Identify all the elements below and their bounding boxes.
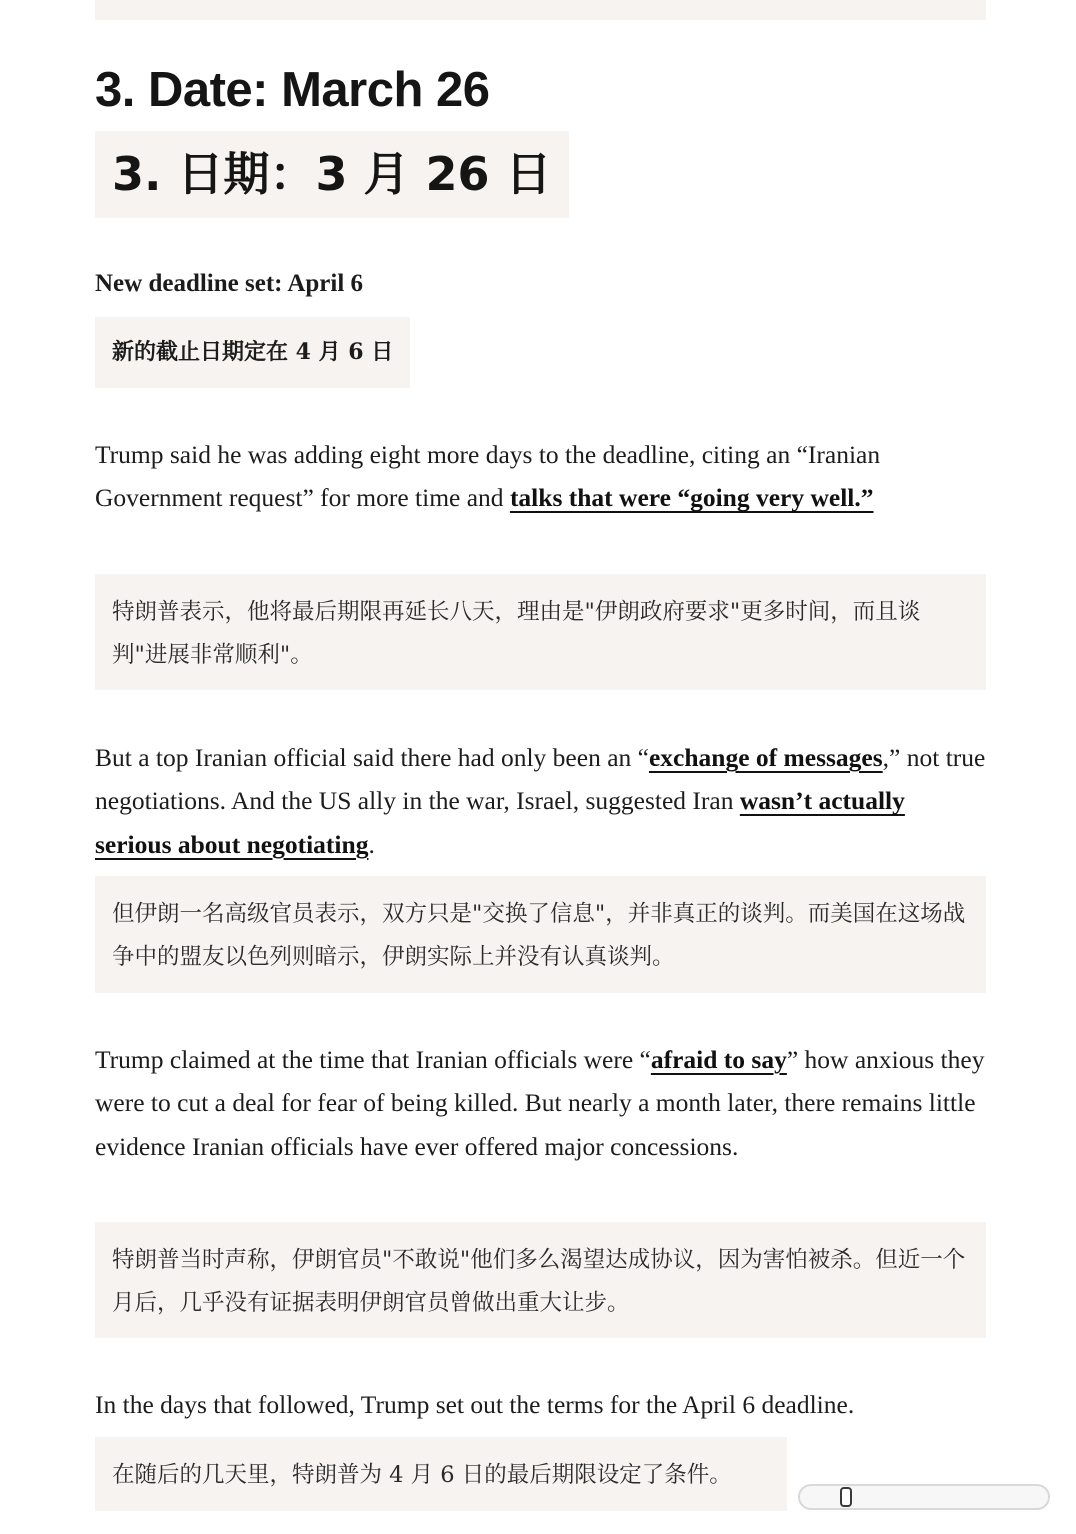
previous-translation-box-edge xyxy=(95,0,986,20)
paragraph-english-3 xyxy=(95,1038,986,1168)
translation-box-4 xyxy=(95,1437,787,1511)
scrollbar-handle[interactable] xyxy=(840,1487,852,1507)
section-heading-chinese: 3. 日期：3 月 26 日 xyxy=(95,131,569,218)
translation-text: 特朗普表示，他将最后期限再延长八天，理由是"伊朗政府要求"更多时间，而且谈判"进展非常顺利"。 xyxy=(112,599,921,668)
translation-box-3 xyxy=(95,1222,986,1338)
article-link-talks-going-well[interactable]: talks that were “going very well.” xyxy=(509,483,874,513)
paragraph-text: ,” not true negotiations. And the US ally in the war, Israel, suggested Iran xyxy=(95,743,986,816)
paragraph-text: Trump said he was adding eight more days to the deadline, citing an “Iranian Government request” for more time and xyxy=(95,440,881,513)
paragraph-text: Trump claimed at the time that Iranian officials were “ xyxy=(95,1045,651,1074)
paragraph-english-4 xyxy=(95,1383,986,1426)
translation-text: 在随后的几天里，特朗普为 4 月 6 日的最后期限设定了条件。 xyxy=(112,1462,732,1488)
translation-text: 但伊朗一名高级官员表示，双方只是"交换了信息"，并非真正的谈判。而美国在这场战争中的盟友以色列则暗示，伊朗实际上并没有认真谈判。 xyxy=(112,901,966,970)
horizontal-scrollbar[interactable] xyxy=(798,1484,1050,1510)
paragraph-text: In the days that followed, Trump set out the terms for the April 6 deadline. xyxy=(95,1390,855,1419)
paragraph-text: But a top Iranian official said there had only been an “ xyxy=(95,743,649,772)
section-heading-english: 3. Date: March 26 xyxy=(95,63,490,117)
subheading-chinese: 新的截止日期定在 4 月 6 日 xyxy=(95,317,410,388)
article-link-exchange-of-messages[interactable]: exchange of messages xyxy=(648,743,883,772)
paragraph-english-2 xyxy=(95,736,986,866)
paragraph-english-1 xyxy=(95,433,986,520)
subheading-english: New deadline set: April 6 xyxy=(95,270,364,297)
translation-box-1 xyxy=(95,574,986,690)
translation-text: 特朗普当时声称，伊朗官员"不敢说"他们多么渴望达成协议，因为害怕被杀。但近一个月后，几乎没有证据表明伊朗官员曾做出重大让步。 xyxy=(112,1247,966,1316)
article-link-not-serious-negotiating[interactable]: wasn’t actually serious about negotiating xyxy=(95,786,905,859)
translation-box-2 xyxy=(95,876,986,993)
paragraph-text: ” how anxious they were to cut a deal for fear of being killed. But nearly a month later, there remains little evidence Iranian officials have ever offered major concessions. xyxy=(95,1045,985,1161)
article-link-afraid-to-say[interactable]: afraid to say xyxy=(650,1045,787,1074)
paragraph-text: . xyxy=(368,829,375,859)
